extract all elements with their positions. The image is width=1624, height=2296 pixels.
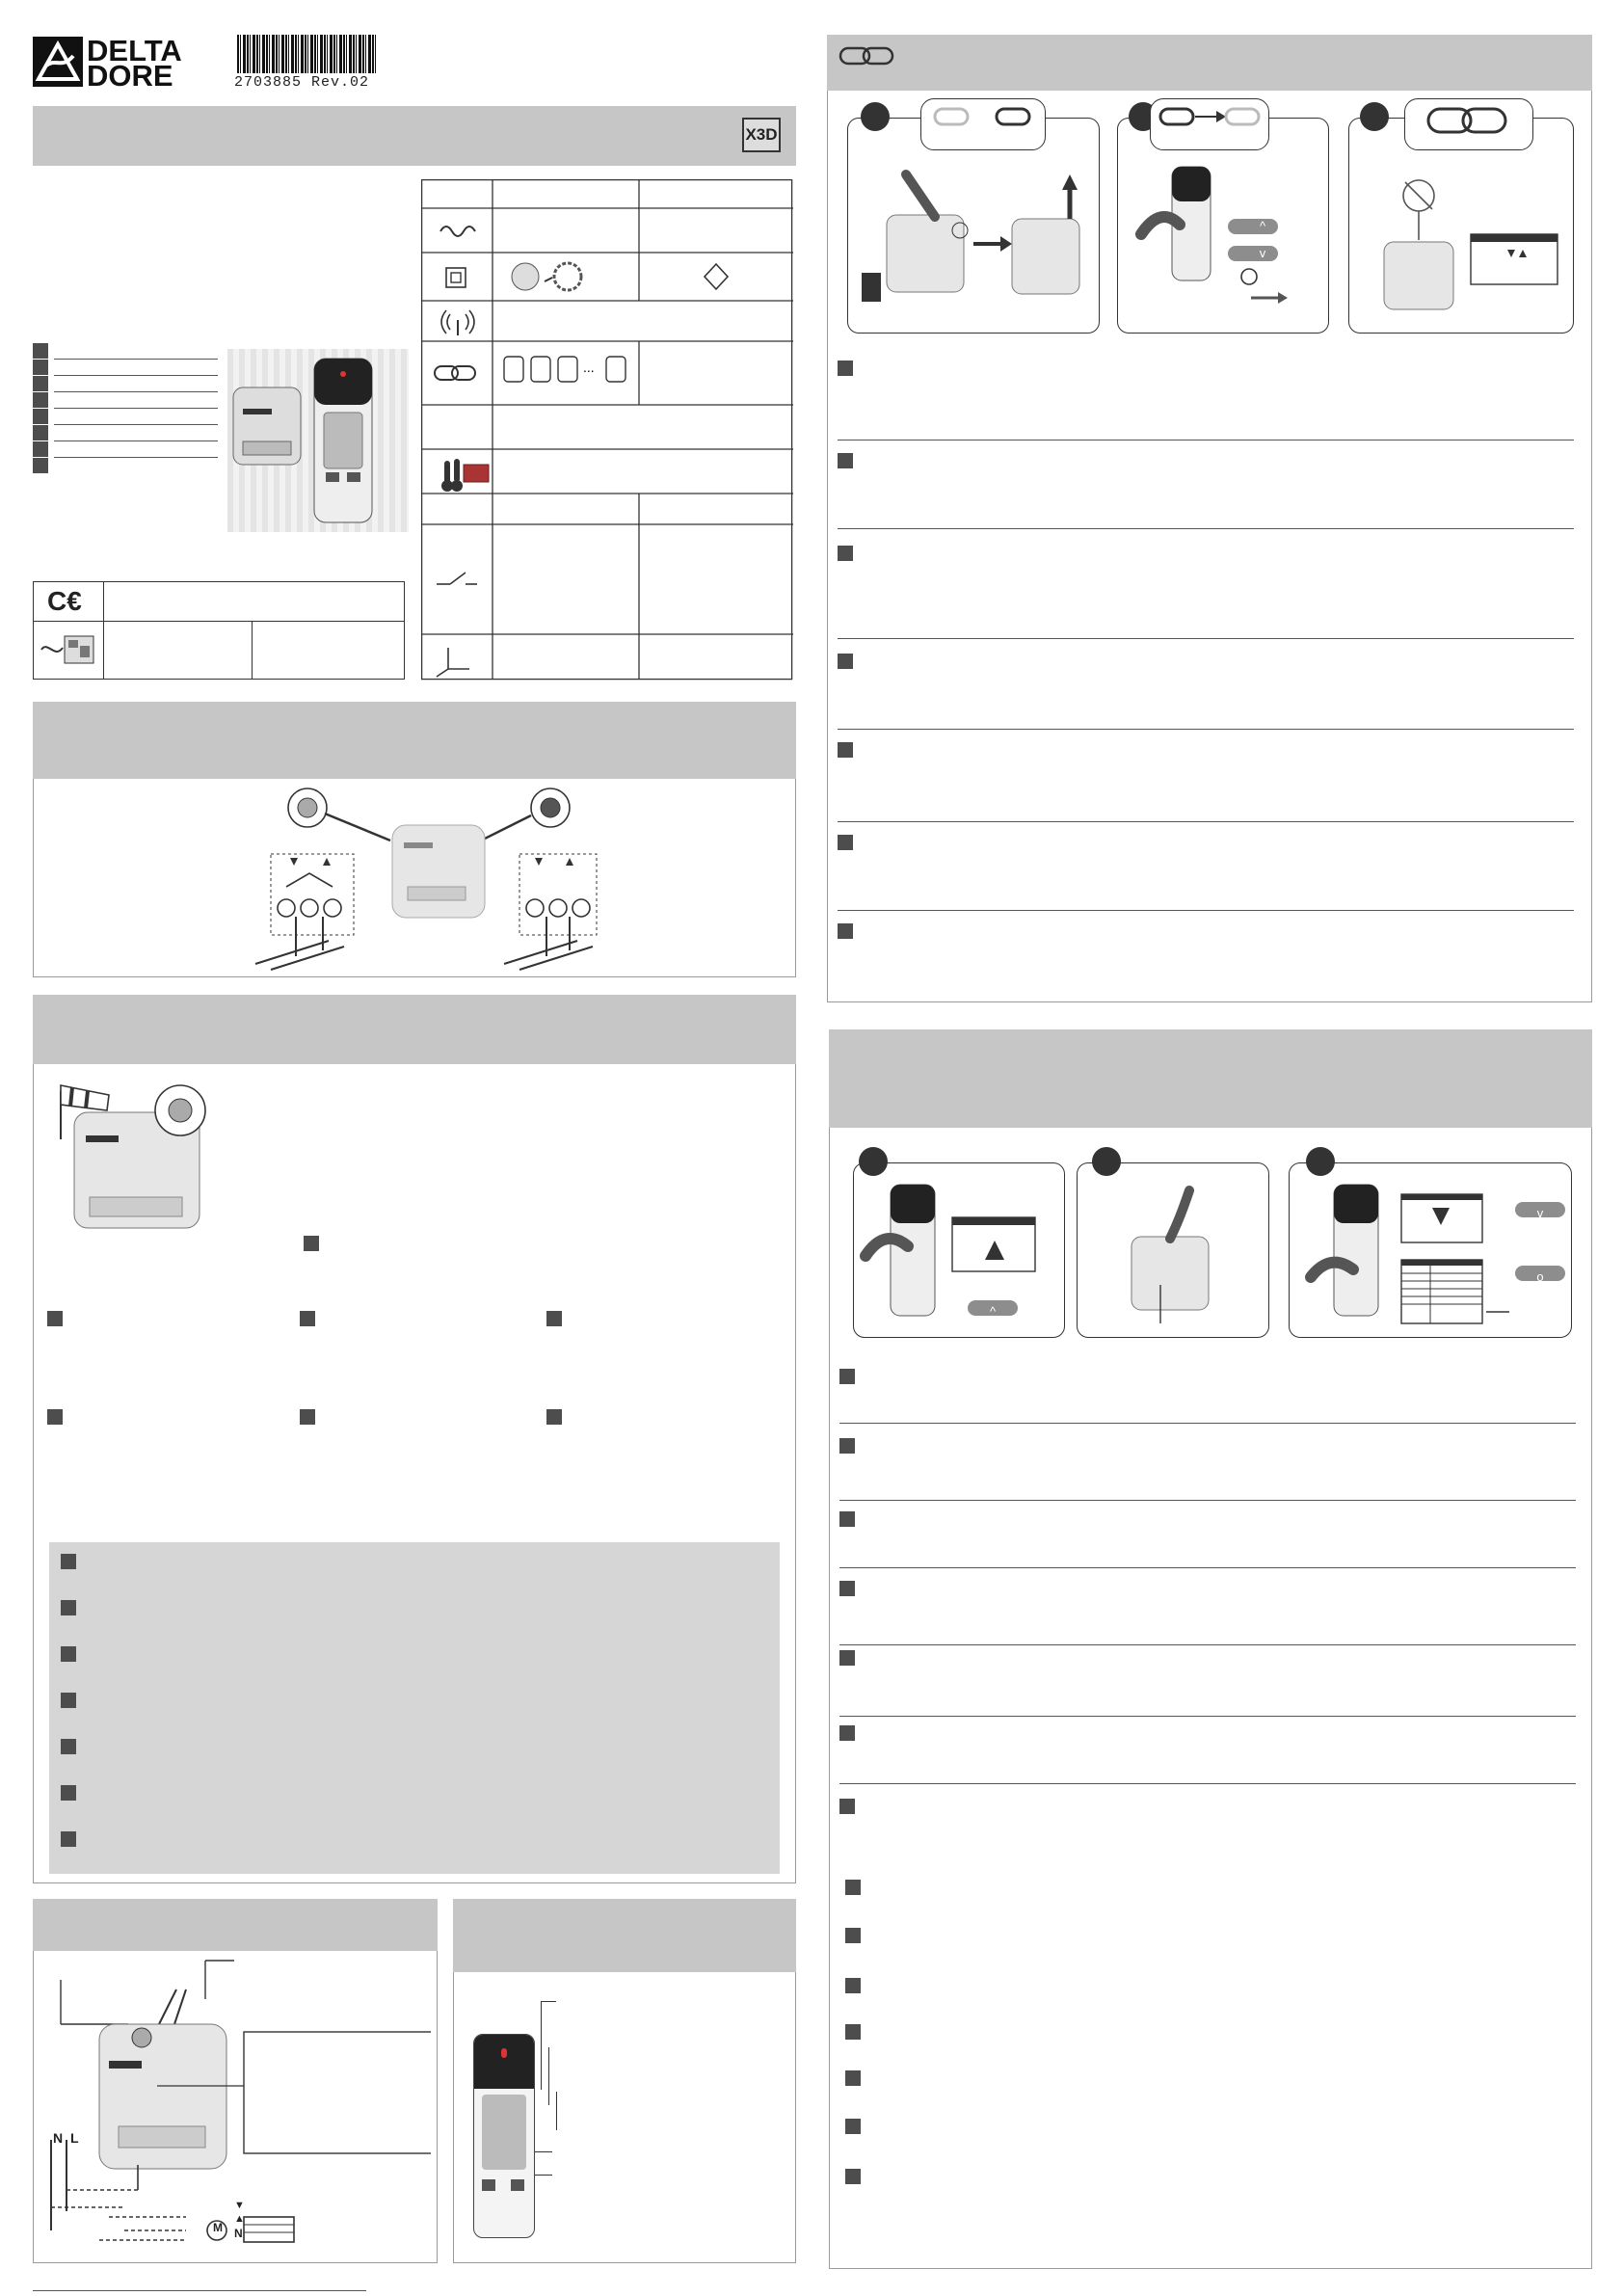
conformity-box [33, 581, 405, 680]
section-band-remote [453, 1899, 796, 1972]
association-down-button: v [1259, 246, 1266, 260]
live-label: L [70, 2130, 79, 2146]
settings-down-button: v [1536, 1206, 1544, 1220]
x3d-badge: X3D [742, 118, 781, 152]
unlinked-icon [920, 98, 1046, 150]
section-band-install [33, 1899, 438, 1951]
up-arrow-label: ▲ [234, 2213, 245, 2225]
section-band-association [827, 35, 1592, 91]
recycle-icon [38, 630, 99, 669]
section-band-settings [829, 1029, 1592, 1128]
brand-line2: DORE [87, 59, 173, 93]
step-3-marker [1360, 102, 1389, 131]
settings-step-1-marker [859, 1147, 888, 1176]
wind-sensor-illustration [51, 1072, 215, 1236]
section-settings-frame [829, 1128, 1592, 2269]
section-terminals-frame [33, 779, 796, 977]
delta-dore-logo [33, 37, 83, 87]
section-band-wind [33, 995, 796, 1064]
bullet [47, 1409, 63, 1425]
terminal-diagram [246, 787, 612, 975]
motor-neutral-label: N [234, 2227, 243, 2240]
settings-step-2-marker [1092, 1147, 1121, 1176]
title-band [33, 106, 796, 166]
settings-stop-button: o [1536, 1269, 1544, 1284]
ce-icon: C€ [47, 586, 82, 616]
step-1-marker [861, 102, 890, 131]
section-remote-frame [453, 1972, 796, 2263]
settings-step-3 [1289, 1162, 1572, 1338]
doc-reference: 2703885 Rev.02 [234, 74, 370, 91]
remote-illustration [473, 2034, 535, 2238]
barcode [237, 35, 376, 73]
bullet [300, 1311, 315, 1326]
section-association-frame [827, 91, 1592, 1002]
section-band-terminals [33, 702, 796, 779]
svg-text:...: ... [583, 360, 595, 375]
settings-step-1 [853, 1162, 1065, 1338]
specs-table [421, 179, 793, 681]
product-photo [227, 349, 409, 532]
bullet [546, 1409, 562, 1425]
section-install-frame [33, 1951, 438, 2263]
settings-up-button: ^ [989, 1304, 997, 1319]
association-up-button: ^ [1259, 219, 1266, 233]
bullet [47, 1311, 63, 1326]
linking-icon [1150, 98, 1269, 150]
neutral-label: N [53, 2130, 64, 2146]
bullet [304, 1236, 319, 1251]
motor-label: M [213, 2221, 223, 2234]
footer-rule [33, 2290, 366, 2291]
brand-line1: DELTA [87, 34, 182, 67]
section-wind-frame [33, 1064, 796, 1883]
bullet [300, 1409, 315, 1425]
settings-step-2 [1077, 1162, 1269, 1338]
bullet [546, 1311, 562, 1326]
settings-step-3-marker [1306, 1147, 1335, 1176]
wind-settings-box [49, 1542, 780, 1874]
down-arrow-label: ▼ [234, 2200, 245, 2211]
linked-icon [1404, 98, 1533, 150]
